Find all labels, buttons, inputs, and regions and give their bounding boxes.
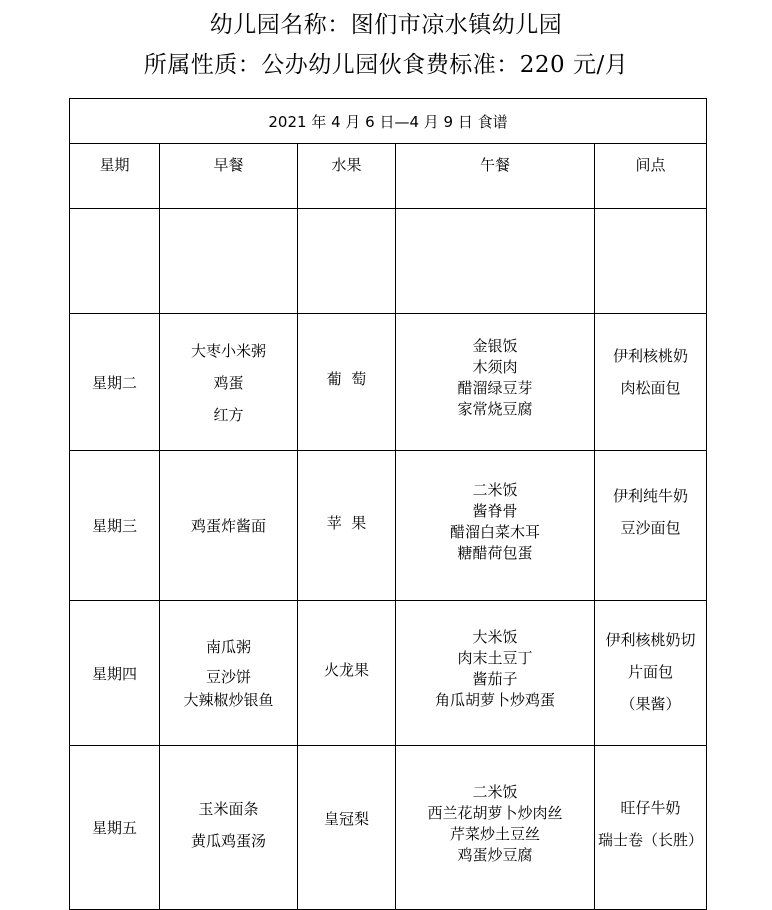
snack-item: 豆沙面包: [620, 518, 681, 537]
lunch-item: 二米饭: [472, 782, 518, 801]
table-title-row: [70, 99, 707, 144]
column-header-fruit: 水果: [298, 144, 396, 209]
weekday-cell: 星期四: [70, 601, 160, 746]
table-row: [70, 314, 707, 451]
lunch-item: 角瓜胡萝卜炒鸡蛋: [434, 691, 555, 709]
table-row-empty: [70, 209, 707, 314]
lunch-item: 金银饭: [472, 337, 518, 355]
table-header-row: [70, 144, 707, 209]
breakfast-item: 鸡蛋炸酱面: [190, 516, 266, 535]
kindergarten-name: 幼儿园名称：图们市凉水镇幼儿园: [209, 12, 563, 38]
lunch-item: 木须肉: [472, 358, 518, 376]
lunch-cell: [396, 746, 595, 910]
lunch-item: 醋溜绿豆芽: [457, 379, 533, 397]
menu-table: [69, 98, 707, 910]
snack-item: 伊利核桃奶切: [605, 631, 696, 649]
fruit-cell: 火龙果: [298, 601, 396, 746]
column-header-breakfast: 早餐: [160, 144, 298, 209]
breakfast-cell: [160, 601, 298, 746]
table-row: [70, 746, 707, 910]
snack-item: 肉松面包: [620, 379, 681, 397]
lunch-item: 家常烧豆腐: [457, 400, 533, 418]
lunch-item: 芹菜炒土豆丝: [449, 824, 540, 843]
breakfast-item: 黄瓜鸡蛋汤: [190, 831, 266, 850]
column-header-snack: 间点: [595, 144, 707, 209]
table-row: [70, 601, 707, 746]
lunch-cell: [396, 601, 595, 746]
column-header-weekday: 星期: [70, 144, 160, 209]
breakfast-item: 玉米面条: [198, 799, 259, 818]
fruit-cell: 葡 萄: [298, 314, 396, 451]
breakfast-cell: [160, 314, 298, 451]
lunch-item: 糖醋荷包蛋: [457, 543, 533, 562]
breakfast-cell: [160, 746, 298, 910]
breakfast-cell: [160, 451, 298, 601]
snack-item: 伊利核桃奶: [613, 347, 689, 365]
lunch-cell: [396, 451, 595, 601]
lunch-item: 肉末土豆丁: [457, 649, 533, 667]
snack-cell: [595, 746, 707, 910]
snack-item: 旺仔牛奶: [620, 798, 681, 817]
breakfast-item: 大枣小米粥: [190, 342, 266, 360]
breakfast-item: 南瓜粥: [205, 638, 251, 656]
lunch-item: 西兰花胡萝卜炒肉丝: [427, 803, 563, 822]
fruit-cell: 苹 果: [298, 451, 396, 601]
snack-item: 伊利纯牛奶: [613, 486, 689, 505]
kindergarten-nature-and-fee: 所属性质：公办幼儿园伙食费标准：220 元/月: [143, 52, 629, 78]
snack-item: 片面包: [628, 663, 674, 681]
empty-cell: [595, 209, 707, 314]
lunch-item: 二米饭: [472, 480, 518, 499]
menu-date-title: 2021 年 4 月 6 日—4 月 9 日 食谱: [70, 99, 707, 144]
snack-item: （果酱）: [620, 695, 681, 713]
lunch-item: 酱脊骨: [472, 501, 518, 520]
empty-cell: [160, 209, 298, 314]
empty-cell: [298, 209, 396, 314]
lunch-item: 醋溜白菜木耳: [449, 522, 540, 541]
column-header-lunch: 午餐: [396, 144, 595, 209]
weekday-cell: 星期二: [70, 314, 160, 451]
weekday-cell: 星期三: [70, 451, 160, 601]
breakfast-item: 豆沙饼: [205, 668, 251, 686]
snack-item: 瑞士卷（长胜）: [598, 830, 704, 849]
breakfast-item: 红方: [213, 406, 244, 424]
lunch-item: 大米饭: [472, 628, 518, 646]
empty-cell: [396, 209, 595, 314]
fruit-cell: 皇冠梨: [298, 746, 396, 910]
snack-cell: [595, 601, 707, 746]
empty-cell: [70, 209, 160, 314]
snack-cell: [595, 314, 707, 451]
table-row: [70, 451, 707, 601]
breakfast-item: 鸡蛋: [213, 374, 244, 392]
lunch-item: 酱茄子: [472, 670, 518, 688]
lunch-cell: [396, 314, 595, 451]
breakfast-item: 大辣椒炒银鱼: [183, 691, 274, 709]
snack-cell: [595, 451, 707, 601]
lunch-item: 鸡蛋炒豆腐: [457, 845, 533, 864]
weekday-cell: 星期五: [70, 746, 160, 910]
